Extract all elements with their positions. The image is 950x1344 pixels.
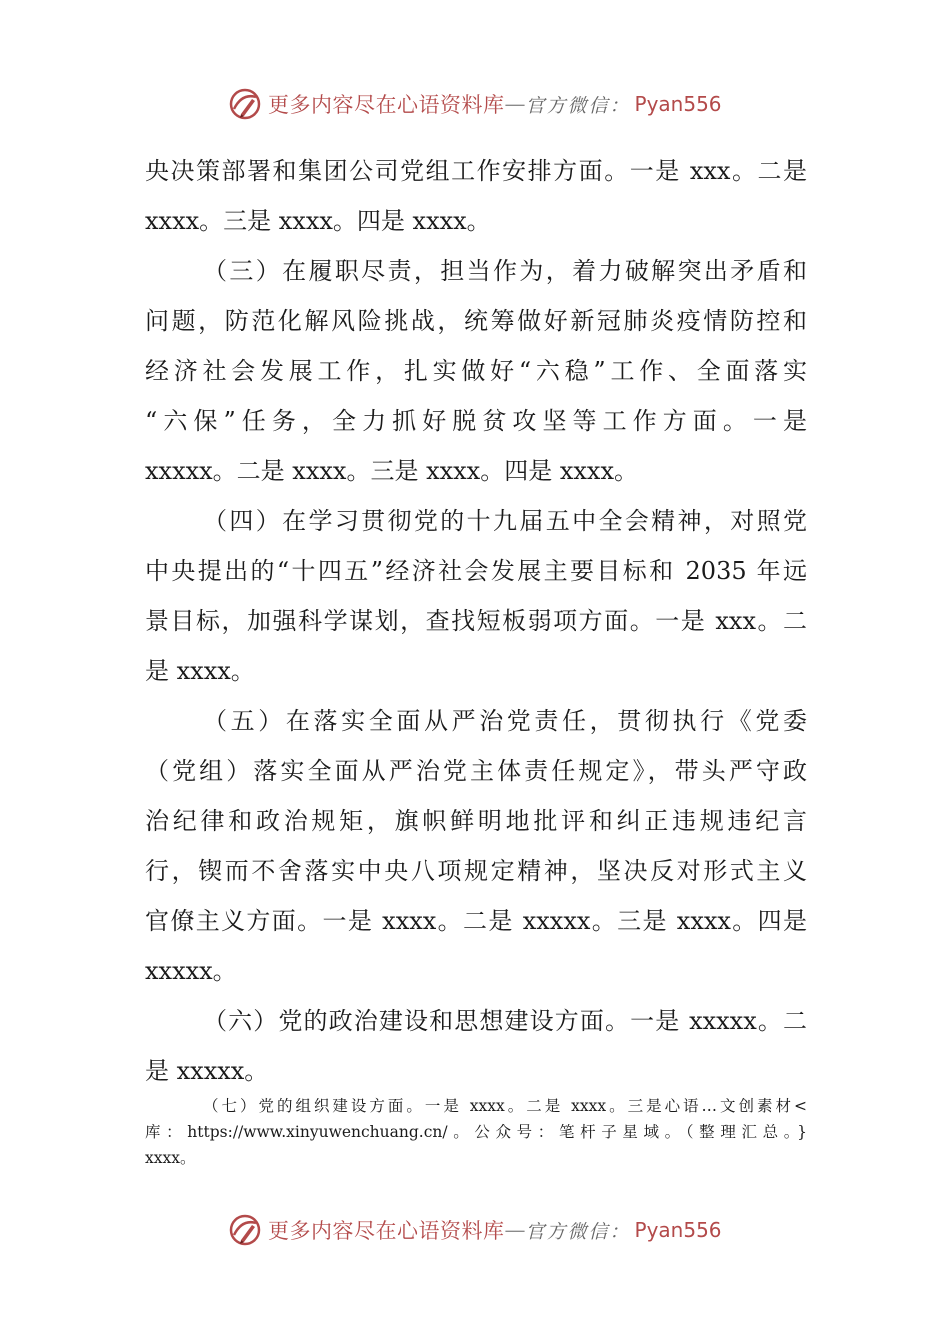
watermark-wechat-id: Pyan556 xyxy=(634,1218,722,1242)
text-line: 景目标，加强科学谋划，查找短板弱项方面。一是 xxx。二 xyxy=(145,607,807,635)
watermark-wechat-label: 官方微信： xyxy=(525,94,631,117)
text-line: xxxx。三是 xxxx。四是 xxxx。 xyxy=(145,207,491,235)
text-line: 央决策部署和集团公司党组工作安排方面。一是 xxx。二是 xyxy=(145,157,807,185)
watermark-wechat-id: Pyan556 xyxy=(634,92,722,116)
paragraph-heading-4: （四）在学习贯彻党的十九届五中全会精神，对照党 xyxy=(203,507,807,535)
paragraph-heading-7: （七）党的组织建设方面。一是 xxxx。二是 xxxx。三是心语…文创素材< xyxy=(203,1097,807,1115)
text-line: 官僚主义方面。一是 xxxx。二是 xxxxx。三是 xxxx。四是 xyxy=(145,907,807,935)
small-text-line: 库：https://www.xinyuwenchuang.cn/。公众号：笔杆子星域。（整理汇总。} xyxy=(145,1123,807,1141)
text-line: “六保”任务，全力抓好脱贫攻坚等工作方面。一是 xyxy=(145,407,807,435)
text-line: xxxxx。 xyxy=(145,957,237,985)
text-line: 是 xxxx。 xyxy=(145,657,255,685)
watermark-dash: — xyxy=(504,92,526,116)
text-line: 治纪律和政治规矩，旗帜鲜明地批评和纠正违规违纪言 xyxy=(145,807,807,835)
watermark-slogan: 更多内容尽在心语资料库 xyxy=(268,93,505,117)
watermark-dash: — xyxy=(504,1218,526,1242)
paragraph-heading-6: （六）党的政治建设和思想建设方面。一是 xxxxx。二 xyxy=(203,1007,807,1035)
text-line: 行，锲而不舍落实中央八项规定精神，坚决反对形式主义 xyxy=(145,857,807,885)
text-line: 是 xxxxx。 xyxy=(145,1057,269,1085)
small-text-line: xxxx。 xyxy=(145,1149,196,1167)
paragraph-heading-5: （五）在落实全面从严治党责任，贯彻执行《党委 xyxy=(203,707,807,735)
text-line: 中央提出的“十四五”经济社会发展主要目标和 2035 年远 xyxy=(145,557,807,585)
pen-logo-icon xyxy=(228,1213,262,1247)
header-watermark xyxy=(228,84,722,124)
text-line: 经济社会发展工作，扎实做好“六稳”工作、全面落实 xyxy=(145,357,807,385)
paragraph-heading-3: （三）在履职尽责，担当作为，着力破解突出矛盾和 xyxy=(203,257,807,285)
footer-watermark xyxy=(228,1210,722,1250)
text-line: xxxxx。二是 xxxx。三是 xxxx。四是 xxxx。 xyxy=(145,457,638,485)
pen-logo-icon xyxy=(228,87,262,121)
text-line: 问题，防范化解风险挑战，统筹做好新冠肺炎疫情防控和 xyxy=(145,307,807,335)
watermark-wechat-label: 官方微信： xyxy=(525,1220,631,1243)
text-line: （党组）落实全面从严治党主体责任规定》，带头严守政 xyxy=(145,757,807,785)
watermark-slogan: 更多内容尽在心语资料库 xyxy=(268,1219,505,1243)
